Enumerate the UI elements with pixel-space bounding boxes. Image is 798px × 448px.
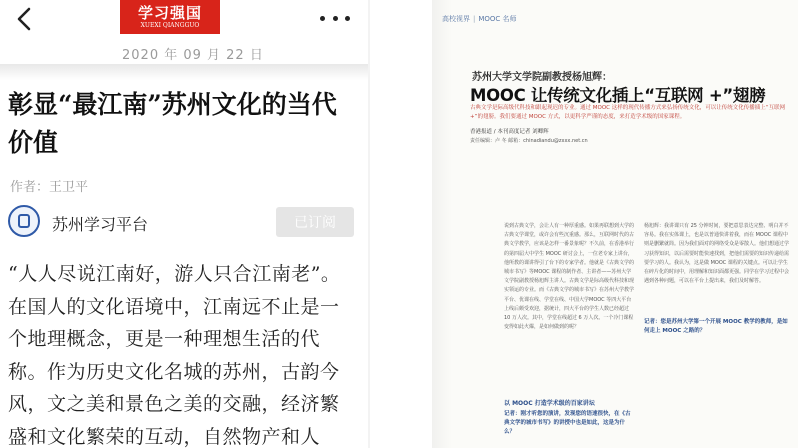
magazine-editor: 责任编辑：卢 冬 邮箱：chinadiandu@zxxx.net.cn xyxy=(470,138,588,144)
header-separator: | xyxy=(473,15,476,23)
divider xyxy=(368,0,370,448)
more-dot-icon xyxy=(320,16,325,21)
more-dot-icon xyxy=(345,16,350,21)
magazine-header xyxy=(442,14,517,24)
app-logo-subtext: XUEXI QIANGGUO xyxy=(140,21,200,29)
article-author: 作者：王卫平 xyxy=(10,180,89,195)
magazine-kicker: 苏州大学文学院副教授杨旭辉： xyxy=(472,72,612,83)
magazine-question: 记者：刚才听您的演讲，发现您的语速很快，在《古典文学的城市书写》的讲授中也是如此，这是为什么？ xyxy=(504,411,631,435)
magazine-column-right: 杨旭辉：我讲课只有 25 分钟时间，要把意思表达完整、明白并不容易。我在实体课上，也是以普通快讲着我，而在 MOOC 课程中则是删繁就简。因为我们面对的网络受众是零散人。他们想通过学习获得知识，以后需要时能快速找到，把他们需要的知识传递给需要学习的人。我认为，这是做 MOOC 课程的关键点。可以让学生在碎片化的时间中，用理解和知识面都更强。同学在学习过程中会遇到各种问题，可以在平台上提出来，我们及时解答。 xyxy=(644,223,790,285)
magazine-page xyxy=(432,0,798,448)
page-shadow xyxy=(432,0,452,448)
back-button[interactable] xyxy=(10,4,38,34)
article-body: “人人尽说江南好，游人只合江南老”。在国人的文化语境中，江南远不止是一个地理概念，更是一种理想生活的代称。作为历史文化名城的苏州，古韵今风，文之美和景色之美的交融，经济繁盛和文化繁荣的互动，自然物产和人 xyxy=(8,263,341,448)
more-options-button[interactable] xyxy=(320,10,350,26)
magazine-lead: 古典文学是际高级代科技和跟起现迟的专业。通过 MOOC 这样的现代传播方式来弘扬传统文化，可以让传统文化传播插上“互联网 +”的翅膀。我们要通过 MOOC 方式，以更科学严谨的态度，来打造学术级的国家课程。 xyxy=(470,105,786,120)
magazine-column-label: 高校视界 xyxy=(442,15,470,23)
app-logo-text: 学习强国 xyxy=(137,3,202,22)
app-logo xyxy=(120,0,220,34)
source-avatar[interactable] xyxy=(8,205,40,237)
magazine-question: 记者：您是苏州大学第一个开展 MOOC 教学的教师，是如何走上 MOOC 之路的？ xyxy=(644,319,788,334)
source-account-row xyxy=(8,203,358,241)
magazine-section-label: MOOC 名师 xyxy=(478,15,517,23)
chevron-left-icon xyxy=(16,7,32,31)
header-divider xyxy=(0,64,370,80)
magazine-column-left: 说到古典文学，会让人有一种厚重感。如果再联想到大学的古典文学课堂，或许会有些沉重感。那么，互联网时代的古典文学教学，应该是怎样一番景象呢？不久前，在香港举行的第四届大中学生 MOOC 研讨会上，一位老专家上讲台，他所教的课讲得引了台下的专家学者。他就是《古典文学的城市书写》等MOOC 课程的制作者、主讲者——苏州大学文学院副教授杨旭辉主讲人。古典文学是际高级代科技和现实领运的专业。而《古典文学的城市书写》在苏州大学教学平台、优课在线、学堂在线、中国大学MOOC 等四大平台上线后颇受欢迎，据统计，四大平台的学生人数已经超过 10 万人次。其中，学堂在线超过 6 万人次。一个冷门课程变得如此火爆，是如何做到的呢？ xyxy=(504,223,635,331)
more-dot-icon xyxy=(333,16,338,21)
subscribe-button[interactable]: 已订阅 xyxy=(276,207,354,237)
article-title: 彰显“最江南”苏州文化的当代价值 xyxy=(8,90,337,157)
magazine-subheading: 以 MOOC 打造学术级的百家讲坛 xyxy=(504,400,595,407)
publish-date: 2020 年 09 月 22 日 xyxy=(122,48,264,63)
magazine-title: MOOC 让传统文化插上“互联网 +”翅膀 xyxy=(470,86,766,105)
source-name[interactable]: 苏州学习平台 xyxy=(52,215,149,234)
magazine-credit: 香港报道 / 本刊高度记者 刘卿辉 xyxy=(470,129,549,135)
mobile-article-screenshot xyxy=(0,0,370,448)
